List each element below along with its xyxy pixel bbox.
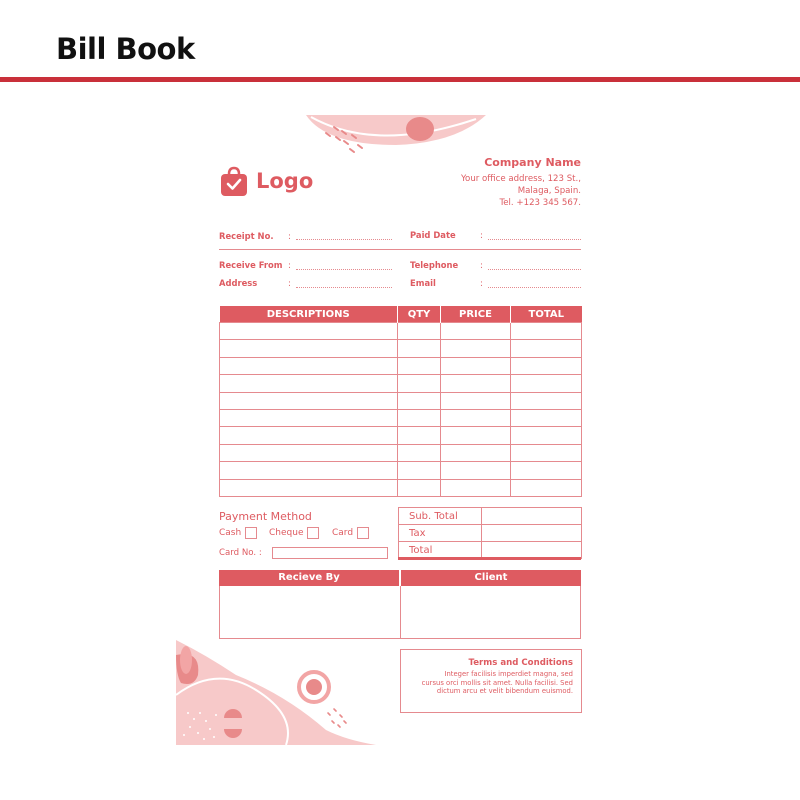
cash-checkbox[interactable] bbox=[245, 527, 257, 539]
table-row bbox=[220, 375, 582, 392]
terms-box bbox=[400, 649, 582, 713]
price-cell[interactable] bbox=[441, 462, 511, 479]
top-blob-decoration bbox=[306, 115, 486, 145]
email-label: Email bbox=[410, 278, 436, 288]
terms-line: Integer facilisis imperdiet magna, sed bbox=[444, 670, 573, 678]
tax-row bbox=[399, 525, 582, 542]
description-cell[interactable] bbox=[220, 444, 398, 461]
cheque-checkbox[interactable] bbox=[307, 527, 319, 539]
bottom-dash-decoration bbox=[328, 709, 346, 727]
qty-cell[interactable] bbox=[398, 357, 441, 374]
telephone-colon: : bbox=[480, 260, 483, 270]
qty-cell[interactable] bbox=[398, 409, 441, 426]
table-row bbox=[220, 409, 582, 426]
sub-total-label: Sub. Total bbox=[399, 508, 482, 525]
price-cell[interactable] bbox=[441, 427, 511, 444]
bill-paper bbox=[176, 115, 622, 745]
sub-total-row bbox=[399, 508, 582, 525]
table-row bbox=[220, 479, 582, 496]
table-row bbox=[220, 444, 582, 461]
price-cell[interactable] bbox=[441, 340, 511, 357]
description-cell[interactable] bbox=[220, 357, 398, 374]
receipt-no-field[interactable] bbox=[296, 239, 392, 240]
table-row bbox=[220, 462, 582, 479]
items-table-body bbox=[220, 323, 582, 497]
qty-cell[interactable] bbox=[398, 444, 441, 461]
total-cell[interactable] bbox=[511, 340, 582, 357]
total-cell[interactable] bbox=[511, 427, 582, 444]
total-cell[interactable] bbox=[511, 444, 582, 461]
card-checkbox[interactable] bbox=[357, 527, 369, 539]
telephone-label: Telephone bbox=[410, 260, 459, 270]
total-cell[interactable] bbox=[511, 409, 582, 426]
description-cell[interactable] bbox=[220, 392, 398, 409]
col-price: PRICE bbox=[441, 306, 511, 323]
receipt-no-label: Receipt No. bbox=[219, 231, 274, 241]
table-row bbox=[220, 323, 582, 340]
table-row bbox=[220, 427, 582, 444]
description-cell[interactable] bbox=[220, 427, 398, 444]
total-cell[interactable] bbox=[511, 357, 582, 374]
address-label: Address bbox=[219, 278, 258, 288]
total-cell[interactable] bbox=[511, 392, 582, 409]
terms-title: Terms and Conditions bbox=[468, 658, 573, 668]
description-cell[interactable] bbox=[220, 340, 398, 357]
signature-section bbox=[219, 570, 581, 638]
email-field[interactable] bbox=[488, 287, 581, 288]
description-cell[interactable] bbox=[220, 409, 398, 426]
tax-label: Tax bbox=[399, 525, 482, 542]
items-table bbox=[219, 306, 582, 497]
total-cell[interactable] bbox=[511, 323, 582, 340]
price-cell[interactable] bbox=[441, 323, 511, 340]
table-row bbox=[220, 392, 582, 409]
payment-option-label: Cash bbox=[219, 528, 242, 538]
price-cell[interactable] bbox=[441, 479, 511, 496]
payment-option-label: Card bbox=[332, 528, 354, 538]
totals-table bbox=[398, 507, 582, 559]
price-cell[interactable] bbox=[441, 392, 511, 409]
receive-from-label: Receive From bbox=[219, 260, 283, 270]
bottom-blob-decoration bbox=[176, 640, 376, 745]
paid-date-label: Paid Date bbox=[410, 230, 456, 240]
paid-date-field[interactable] bbox=[488, 239, 581, 240]
client-label: Client bbox=[474, 572, 508, 583]
logo-text: Logo bbox=[256, 169, 314, 193]
card-no-label: Card No. : bbox=[219, 548, 262, 558]
table-row bbox=[220, 357, 582, 374]
qty-cell[interactable] bbox=[398, 427, 441, 444]
qty-cell[interactable] bbox=[398, 375, 441, 392]
qty-cell[interactable] bbox=[398, 340, 441, 357]
bottom-ring-core bbox=[306, 679, 322, 695]
payment-option-label: Cheque bbox=[269, 528, 304, 538]
col-total: TOTAL bbox=[511, 306, 582, 323]
total-cell[interactable] bbox=[511, 462, 582, 479]
description-cell[interactable] bbox=[220, 479, 398, 496]
company-phone: Tel. +123 345 567. bbox=[499, 198, 581, 208]
payment-option-cash[interactable] bbox=[219, 527, 257, 539]
total-cell[interactable] bbox=[511, 375, 582, 392]
payment-method-title: Payment Method bbox=[219, 510, 312, 523]
telephone-field[interactable] bbox=[488, 269, 581, 270]
price-cell[interactable] bbox=[441, 357, 511, 374]
price-cell[interactable] bbox=[441, 409, 511, 426]
page-title: Bill Book bbox=[56, 32, 195, 66]
table-row bbox=[220, 340, 582, 357]
qty-cell[interactable] bbox=[398, 323, 441, 340]
paid-date-colon: : bbox=[480, 230, 483, 240]
receipt-no-colon: : bbox=[288, 231, 291, 241]
company-address-line2: Malaga, Spain. bbox=[517, 186, 581, 196]
terms-line: cursus orci mollis sit amet. Nulla facilisi. Sed bbox=[421, 678, 573, 687]
items-table-header bbox=[220, 306, 582, 323]
receive-by-label: Recieve By bbox=[219, 570, 401, 586]
receive-by-signature-box[interactable] bbox=[220, 586, 401, 638]
terms-line: dictum arcu et velit bibendum euismod. bbox=[436, 687, 573, 696]
total-cell[interactable] bbox=[511, 479, 582, 496]
payment-option-cheque[interactable] bbox=[269, 527, 319, 539]
address-colon: : bbox=[288, 278, 291, 288]
tax-value[interactable] bbox=[482, 525, 582, 542]
receive-from-field[interactable] bbox=[296, 269, 392, 270]
col-qty: QTY bbox=[398, 306, 441, 323]
address-field[interactable] bbox=[296, 287, 392, 288]
totals-underline bbox=[398, 557, 581, 560]
signature-body bbox=[219, 586, 581, 639]
sub-total-value[interactable] bbox=[482, 508, 582, 525]
signature-header bbox=[219, 570, 581, 586]
total-value[interactable] bbox=[482, 542, 582, 559]
divider bbox=[219, 249, 581, 250]
top-circle-decoration bbox=[406, 117, 434, 141]
qty-cell[interactable] bbox=[398, 479, 441, 496]
description-cell[interactable] bbox=[220, 375, 398, 392]
bottom-leaf-highlight bbox=[180, 646, 192, 674]
company-address-line1: Your office address, 123 St., bbox=[460, 174, 581, 184]
payment-option-card[interactable] bbox=[332, 527, 369, 539]
total-row bbox=[399, 542, 582, 559]
email-colon: : bbox=[480, 278, 483, 288]
shopping-bag-check-icon bbox=[220, 165, 248, 197]
total-label: Total bbox=[399, 542, 482, 559]
card-no-input[interactable] bbox=[272, 547, 388, 559]
price-cell[interactable] bbox=[441, 375, 511, 392]
col-descriptions: DESCRIPTIONS bbox=[220, 306, 398, 323]
company-name: Company Name bbox=[484, 156, 581, 169]
description-cell[interactable] bbox=[220, 323, 398, 340]
qty-cell[interactable] bbox=[398, 392, 441, 409]
logo bbox=[220, 165, 313, 197]
description-cell[interactable] bbox=[220, 462, 398, 479]
price-cell[interactable] bbox=[441, 444, 511, 461]
header-rule bbox=[0, 77, 800, 82]
company-info bbox=[461, 156, 581, 209]
qty-cell[interactable] bbox=[398, 462, 441, 479]
receive-from-colon: : bbox=[288, 260, 291, 270]
client-signature-box[interactable] bbox=[401, 586, 581, 638]
